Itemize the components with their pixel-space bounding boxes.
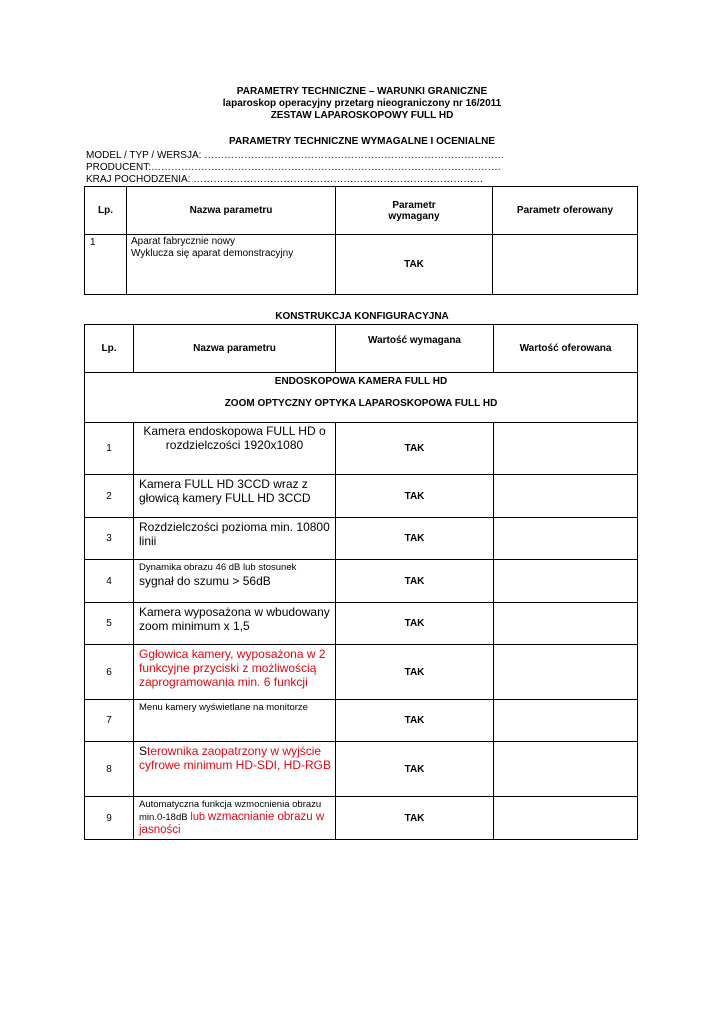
row-offered: [494, 742, 638, 797]
table-row: [85, 603, 638, 645]
row-name: Kamera endoskopowa FULL HD o rozdzielczości 1920x1080: [134, 423, 336, 475]
row-offered: [494, 645, 638, 700]
col-required: [336, 187, 493, 235]
row-lp: 5: [85, 603, 134, 645]
row-offered: [494, 797, 638, 840]
col-offered: Parametr oferowany: [493, 187, 638, 235]
row-name-red-2: wzmacnianie obrazu w jasności: [139, 811, 325, 836]
row-lp: 7: [85, 700, 134, 742]
row-name-line2: Wyklucza się aparat demonstracyjny: [131, 248, 294, 259]
row-name-big: sygnał do szumu > 56dB: [139, 574, 271, 588]
doc-subtitle: laparoskop operacyjny przetarg nieograniczony nr 16/2011: [222, 98, 502, 109]
doc-title: PARAMETRY TECHNICZNE – WARUNKI GRANICZNE: [236, 86, 488, 97]
row-offered: [494, 603, 638, 645]
row-lp: 8: [85, 742, 134, 797]
row-offered: [494, 560, 638, 603]
table-row: [85, 645, 638, 700]
group-title-camera: ENDOSKOPOWA KAMERA FULL HD: [274, 376, 448, 387]
col-lp: Lp.: [85, 187, 127, 235]
row-lp: 2: [85, 475, 134, 518]
col-required-line1: Parametr: [392, 199, 436, 211]
row-name: [127, 235, 336, 295]
row-lp: 1: [85, 235, 127, 295]
section-title: KONSTRUKCJA KONFIGURACYJNA: [275, 311, 449, 322]
producer-field: PRODUCENT:……………………………………………………………………………………………: [86, 162, 502, 173]
row-name: Ggłowica kamery, wyposażona w 2 funkcyjne przyciski z możliwością zaprogramowania min. 6 funkcji: [134, 645, 336, 700]
row-required: TAK: [336, 423, 494, 475]
row-name-line1: Aparat fabrycznie nowy: [131, 236, 235, 247]
row-lp: 9: [85, 797, 134, 840]
row-offered: [494, 700, 638, 742]
row-name: [134, 560, 336, 603]
row-required: TAK: [336, 235, 493, 295]
table-row: [85, 423, 638, 475]
col-lp: Lp.: [85, 325, 134, 373]
row-name: [134, 797, 336, 840]
row-offered: [493, 235, 638, 295]
col-required: Wartość wymagana: [336, 325, 494, 373]
row-name-red-1: lub: [190, 811, 206, 823]
col-name: Nazwa parametru: [127, 187, 336, 235]
row-required: TAK: [336, 518, 494, 560]
model-field: MODEL / TYP / WERSJA: ………………………………………………………………………………: [86, 150, 505, 161]
table-row: [85, 797, 638, 840]
table-row: [85, 475, 638, 518]
col-required-line2: wymagany: [388, 210, 440, 222]
row-name: Kamera FULL HD 3CCD wraz z głowicą kamery FULL HD 3CCD: [134, 475, 336, 518]
row-name: Rozdzielczości pozioma min. 10800 linii: [134, 518, 336, 560]
row-offered: [494, 475, 638, 518]
row-name-rest: terownika zaopatrzony w wyjście cyfrowe minimum HD-SDI, HD-RGB: [139, 744, 332, 772]
row-required: TAK: [336, 560, 494, 603]
row-name: [134, 742, 336, 797]
row-name-first: S: [139, 744, 148, 758]
row-name: Menu kamery wyświetlane na monitorze: [134, 700, 336, 742]
row-required: TAK: [336, 603, 494, 645]
table-row: [85, 742, 638, 797]
row-required: TAK: [336, 797, 494, 840]
row-required: TAK: [336, 742, 494, 797]
table-row: [85, 235, 638, 295]
group-header: [85, 373, 638, 423]
row-name: Kamera wyposażona w wbudowany zoom minimum x 1,5: [134, 603, 336, 645]
col-offered: Wartość oferowana: [494, 325, 638, 373]
table-row: [85, 700, 638, 742]
row-lp: 1: [85, 423, 134, 475]
row-lp: 6: [85, 645, 134, 700]
row-name-small: Automatyczna funkcja wzmocnienia obrazu min.0-18dB: [139, 799, 322, 823]
row-lp: 3: [85, 518, 134, 560]
doc-section-heading: PARAMETRY TECHNICZNE WYMAGALNE I OCENIALNE: [229, 136, 495, 147]
group-title-zoom: ZOOM OPTYCZNY OPTYKA LAPAROSKOPOWA FULL HD: [224, 398, 498, 409]
country-field: KRAJ POCHODZENIA: ……………………………………………………………………………: [86, 174, 484, 185]
row-name-small: Dynamika obrazu 46 dB lub stosunek: [139, 562, 297, 573]
doc-set-name: ZESTAW LAPAROSKOPOWY FULL HD: [270, 110, 454, 121]
row-lp: 4: [85, 560, 134, 603]
col-name: Nazwa parametru: [134, 325, 336, 373]
row-required: TAK: [336, 475, 494, 518]
row-offered: [494, 423, 638, 475]
table-row: [85, 560, 638, 603]
table-row: [85, 518, 638, 560]
config-params-table: [84, 324, 638, 840]
general-params-table: [84, 186, 638, 295]
row-required: TAK: [336, 645, 494, 700]
row-offered: [494, 518, 638, 560]
row-required: TAK: [336, 700, 494, 742]
